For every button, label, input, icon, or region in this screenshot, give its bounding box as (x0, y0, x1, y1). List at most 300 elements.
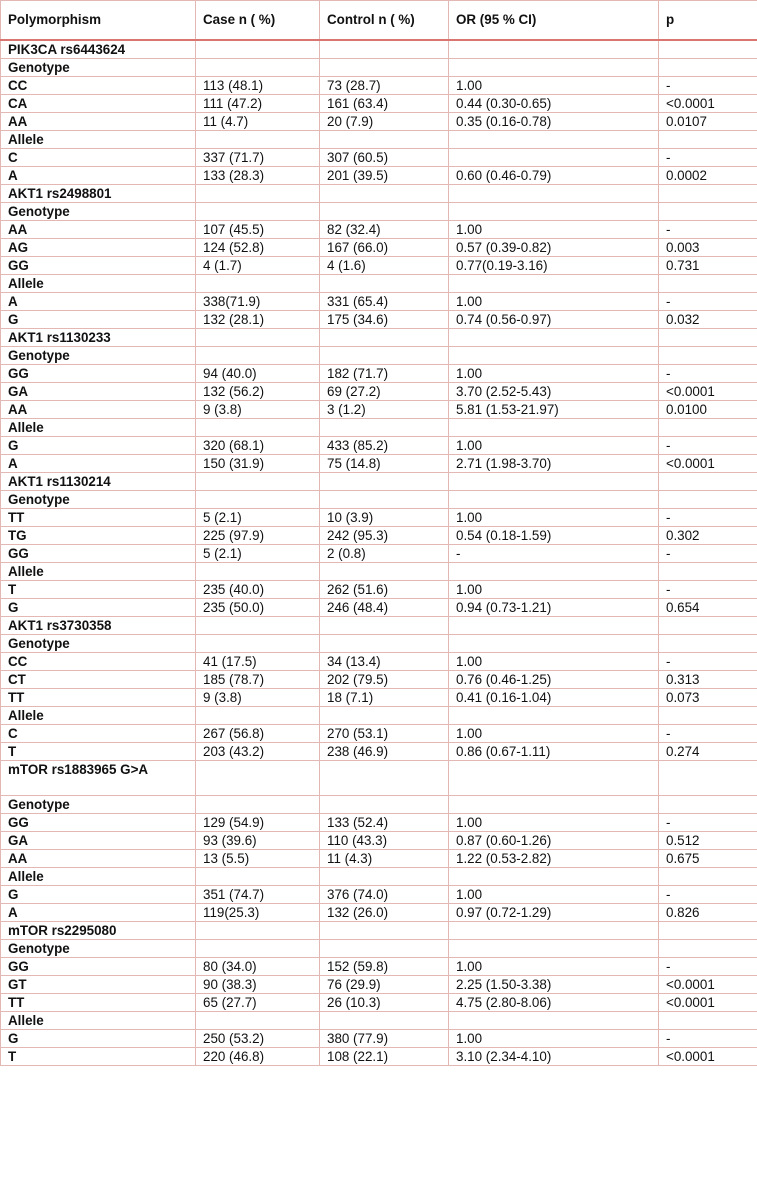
cell-polymorphism: GA (1, 832, 196, 850)
cell-p (659, 796, 757, 814)
cell-p (659, 347, 757, 365)
cell-control: 242 (95.3) (320, 527, 449, 545)
cell-control: 167 (66.0) (320, 239, 449, 257)
cell-polymorphism: A (1, 167, 196, 185)
cell-control (320, 59, 449, 77)
cell-or-ci (449, 185, 659, 203)
table-row (1, 167, 757, 185)
cell-case: 150 (31.9) (196, 455, 320, 473)
section-row (1, 922, 757, 940)
cell-p (659, 419, 757, 437)
cell-or-ci: 2.71 (1.98-3.70) (449, 455, 659, 473)
cell-case (196, 617, 320, 635)
cell-polymorphism: T (1, 743, 196, 761)
cell-control (320, 563, 449, 581)
cell-or-ci (449, 563, 659, 581)
group-row (1, 796, 757, 814)
cell-control: 380 (77.9) (320, 1030, 449, 1048)
group-row (1, 940, 757, 958)
cell-p: - (659, 653, 757, 671)
cell-control: 3 (1.2) (320, 401, 449, 419)
cell-polymorphism: AKT1 rs1130233 (1, 329, 196, 347)
table-row (1, 814, 757, 832)
cell-or-ci: 1.00 (449, 725, 659, 743)
cell-polymorphism: Genotype (1, 59, 196, 77)
cell-p: 0.073 (659, 689, 757, 707)
cell-p: - (659, 958, 757, 976)
cell-or-ci (449, 149, 659, 167)
cell-polymorphism: G (1, 886, 196, 904)
cell-or-ci: 0.77(0.19-3.16) (449, 257, 659, 275)
cell-polymorphism: Genotype (1, 635, 196, 653)
cell-case: 4 (1.7) (196, 257, 320, 275)
cell-or-ci (449, 940, 659, 958)
cell-control: 108 (22.1) (320, 1048, 449, 1066)
cell-p: - (659, 293, 757, 311)
table-row (1, 545, 757, 563)
cell-case: 320 (68.1) (196, 437, 320, 455)
cell-case (196, 185, 320, 203)
cell-case: 185 (78.7) (196, 671, 320, 689)
cell-control (320, 203, 449, 221)
cell-case (196, 275, 320, 293)
table-row (1, 958, 757, 976)
cell-or-ci: - (449, 545, 659, 563)
cell-control: 26 (10.3) (320, 994, 449, 1012)
cell-case: 351 (74.7) (196, 886, 320, 904)
cell-control: 202 (79.5) (320, 671, 449, 689)
group-row (1, 563, 757, 581)
section-row (1, 185, 757, 203)
cell-or-ci: 1.00 (449, 77, 659, 95)
cell-or-ci: 1.00 (449, 958, 659, 976)
table-row (1, 599, 757, 617)
cell-polymorphism: Allele (1, 563, 196, 581)
cell-p (659, 185, 757, 203)
cell-polymorphism: G (1, 311, 196, 329)
cell-case: 113 (48.1) (196, 77, 320, 95)
cell-control (320, 275, 449, 293)
header-p: p (659, 1, 757, 41)
cell-case (196, 473, 320, 491)
cell-control (320, 940, 449, 958)
cell-p (659, 940, 757, 958)
cell-case (196, 707, 320, 725)
group-row (1, 59, 757, 77)
cell-p: 0.313 (659, 671, 757, 689)
cell-or-ci: 1.00 (449, 814, 659, 832)
cell-or-ci (449, 40, 659, 59)
cell-or-ci (449, 419, 659, 437)
group-row (1, 275, 757, 293)
table-row (1, 293, 757, 311)
cell-p: <0.0001 (659, 1048, 757, 1066)
cell-polymorphism: Genotype (1, 940, 196, 958)
cell-control: 433 (85.2) (320, 437, 449, 455)
table-row (1, 95, 757, 113)
cell-case: 111 (47.2) (196, 95, 320, 113)
cell-case: 133 (28.3) (196, 167, 320, 185)
cell-polymorphism: GG (1, 545, 196, 563)
cell-case (196, 868, 320, 886)
cell-polymorphism: Genotype (1, 796, 196, 814)
cell-control: 270 (53.1) (320, 725, 449, 743)
cell-polymorphism: C (1, 149, 196, 167)
cell-case (196, 796, 320, 814)
cell-or-ci: 0.76 (0.46-1.25) (449, 671, 659, 689)
cell-polymorphism: GA (1, 383, 196, 401)
table-row (1, 1048, 757, 1066)
cell-polymorphism: GG (1, 365, 196, 383)
cell-control: 238 (46.9) (320, 743, 449, 761)
table-row (1, 689, 757, 707)
cell-or-ci: 0.86 (0.67-1.11) (449, 743, 659, 761)
cell-p: <0.0001 (659, 994, 757, 1012)
cell-control (320, 329, 449, 347)
section-row (1, 473, 757, 491)
table-row (1, 77, 757, 95)
cell-polymorphism: Genotype (1, 491, 196, 509)
table-row (1, 401, 757, 419)
cell-case: 235 (50.0) (196, 599, 320, 617)
group-row (1, 131, 757, 149)
cell-polymorphism: AA (1, 850, 196, 868)
header-case: Case n ( %) (196, 1, 320, 41)
cell-p: 0.0107 (659, 113, 757, 131)
cell-control (320, 473, 449, 491)
cell-p: 0.032 (659, 311, 757, 329)
table-row (1, 850, 757, 868)
cell-polymorphism: CC (1, 653, 196, 671)
cell-p (659, 868, 757, 886)
cell-p: - (659, 365, 757, 383)
table-row (1, 976, 757, 994)
group-row (1, 203, 757, 221)
cell-control: 76 (29.9) (320, 976, 449, 994)
cell-polymorphism: Allele (1, 131, 196, 149)
table-row (1, 1030, 757, 1048)
cell-or-ci: 1.00 (449, 437, 659, 455)
cell-case (196, 329, 320, 347)
cell-control: 246 (48.4) (320, 599, 449, 617)
cell-p: 0.826 (659, 904, 757, 922)
cell-case (196, 940, 320, 958)
cell-polymorphism: AG (1, 239, 196, 257)
cell-or-ci: 2.25 (1.50-3.38) (449, 976, 659, 994)
cell-polymorphism: GG (1, 257, 196, 275)
cell-case (196, 563, 320, 581)
cell-p: - (659, 581, 757, 599)
cell-or-ci (449, 796, 659, 814)
cell-polymorphism: G (1, 1030, 196, 1048)
table-row (1, 383, 757, 401)
cell-polymorphism: A (1, 904, 196, 922)
cell-control: 10 (3.9) (320, 509, 449, 527)
cell-or-ci (449, 59, 659, 77)
group-row (1, 635, 757, 653)
cell-control: 152 (59.8) (320, 958, 449, 976)
cell-case: 9 (3.8) (196, 689, 320, 707)
cell-p (659, 635, 757, 653)
cell-control (320, 131, 449, 149)
cell-case: 132 (56.2) (196, 383, 320, 401)
cell-or-ci: 0.87 (0.60-1.26) (449, 832, 659, 850)
cell-p: <0.0001 (659, 455, 757, 473)
section-row (1, 617, 757, 635)
cell-p (659, 329, 757, 347)
cell-case: 13 (5.5) (196, 850, 320, 868)
table-row (1, 239, 757, 257)
cell-or-ci (449, 635, 659, 653)
cell-p: <0.0001 (659, 95, 757, 113)
cell-polymorphism: Allele (1, 1012, 196, 1030)
table-row (1, 455, 757, 473)
cell-case: 267 (56.8) (196, 725, 320, 743)
cell-polymorphism: CT (1, 671, 196, 689)
cell-control (320, 1012, 449, 1030)
cell-p: <0.0001 (659, 976, 757, 994)
cell-or-ci (449, 1012, 659, 1030)
cell-case: 11 (4.7) (196, 113, 320, 131)
cell-polymorphism: G (1, 599, 196, 617)
cell-polymorphism: AKT1 rs2498801 (1, 185, 196, 203)
cell-polymorphism: TT (1, 689, 196, 707)
table-row (1, 113, 757, 131)
table-row (1, 832, 757, 850)
cell-polymorphism: GG (1, 814, 196, 832)
cell-polymorphism: CA (1, 95, 196, 113)
group-row (1, 347, 757, 365)
cell-control (320, 707, 449, 725)
cell-p: 0.731 (659, 257, 757, 275)
table-row (1, 365, 757, 383)
cell-or-ci (449, 131, 659, 149)
table-row (1, 509, 757, 527)
cell-or-ci (449, 491, 659, 509)
cell-case: 5 (2.1) (196, 509, 320, 527)
cell-control: 161 (63.4) (320, 95, 449, 113)
cell-control: 262 (51.6) (320, 581, 449, 599)
cell-polymorphism: GG (1, 958, 196, 976)
cell-or-ci: 0.97 (0.72-1.29) (449, 904, 659, 922)
cell-p: 0.0100 (659, 401, 757, 419)
group-row (1, 491, 757, 509)
cell-p: - (659, 725, 757, 743)
group-row (1, 1012, 757, 1030)
cell-case (196, 347, 320, 365)
cell-polymorphism: Allele (1, 275, 196, 293)
cell-control: 20 (7.9) (320, 113, 449, 131)
cell-or-ci: 5.81 (1.53-21.97) (449, 401, 659, 419)
cell-case: 338(71.9) (196, 293, 320, 311)
cell-p (659, 491, 757, 509)
cell-control: 175 (34.6) (320, 311, 449, 329)
section-row (1, 40, 757, 59)
cell-control (320, 796, 449, 814)
cell-p (659, 563, 757, 581)
cell-polymorphism: Genotype (1, 347, 196, 365)
cell-or-ci (449, 922, 659, 940)
table-row (1, 994, 757, 1012)
cell-polymorphism: TG (1, 527, 196, 545)
cell-control (320, 635, 449, 653)
cell-control: 182 (71.7) (320, 365, 449, 383)
cell-p: 0.302 (659, 527, 757, 545)
cell-case (196, 131, 320, 149)
cell-control: 69 (27.2) (320, 383, 449, 401)
section-row (1, 761, 757, 796)
table-body (1, 40, 757, 1066)
cell-polymorphism: C (1, 725, 196, 743)
cell-polymorphism: Allele (1, 419, 196, 437)
cell-p (659, 707, 757, 725)
table-row (1, 904, 757, 922)
cell-or-ci (449, 707, 659, 725)
cell-or-ci: 0.74 (0.56-0.97) (449, 311, 659, 329)
table-row (1, 653, 757, 671)
cell-case: 203 (43.2) (196, 743, 320, 761)
cell-control (320, 40, 449, 59)
cell-polymorphism: T (1, 1048, 196, 1066)
cell-polymorphism: AKT1 rs1130214 (1, 473, 196, 491)
cell-case: 65 (27.7) (196, 994, 320, 1012)
cell-case: 225 (97.9) (196, 527, 320, 545)
cell-polymorphism: Allele (1, 868, 196, 886)
table-row (1, 743, 757, 761)
cell-case (196, 419, 320, 437)
cell-p (659, 40, 757, 59)
cell-p: 0.654 (659, 599, 757, 617)
cell-case: 119(25.3) (196, 904, 320, 922)
cell-p: - (659, 1030, 757, 1048)
cell-control: 11 (4.3) (320, 850, 449, 868)
cell-control: 2 (0.8) (320, 545, 449, 563)
section-row (1, 329, 757, 347)
cell-or-ci (449, 617, 659, 635)
table-row (1, 311, 757, 329)
cell-p (659, 473, 757, 491)
cell-polymorphism: AA (1, 401, 196, 419)
header-control: Control n ( %) (320, 1, 449, 41)
cell-control: 75 (14.8) (320, 455, 449, 473)
cell-case: 132 (28.1) (196, 311, 320, 329)
cell-polymorphism: AKT1 rs3730358 (1, 617, 196, 635)
cell-polymorphism: A (1, 293, 196, 311)
cell-polymorphism: TT (1, 994, 196, 1012)
cell-polymorphism: Allele (1, 707, 196, 725)
cell-case: 90 (38.3) (196, 976, 320, 994)
header-row (1, 1, 757, 41)
cell-p: - (659, 545, 757, 563)
cell-control: 376 (74.0) (320, 886, 449, 904)
cell-polymorphism: G (1, 437, 196, 455)
cell-or-ci: 0.54 (0.18-1.59) (449, 527, 659, 545)
table-row (1, 221, 757, 239)
cell-case (196, 59, 320, 77)
cell-polymorphism: AA (1, 221, 196, 239)
cell-or-ci (449, 329, 659, 347)
cell-or-ci: 1.00 (449, 1030, 659, 1048)
cell-control: 331 (65.4) (320, 293, 449, 311)
cell-or-ci: 1.00 (449, 365, 659, 383)
cell-or-ci: 3.70 (2.52-5.43) (449, 383, 659, 401)
group-row (1, 707, 757, 725)
cell-case: 41 (17.5) (196, 653, 320, 671)
cell-or-ci: 1.00 (449, 293, 659, 311)
cell-or-ci: 1.00 (449, 886, 659, 904)
cell-or-ci: 1.00 (449, 509, 659, 527)
cell-case (196, 635, 320, 653)
cell-p (659, 59, 757, 77)
group-row (1, 868, 757, 886)
cell-control (320, 419, 449, 437)
cell-control (320, 868, 449, 886)
table-row (1, 437, 757, 455)
cell-or-ci (449, 203, 659, 221)
cell-p: - (659, 149, 757, 167)
group-row (1, 419, 757, 437)
cell-p: - (659, 77, 757, 95)
cell-polymorphism: mTOR rs2295080 (1, 922, 196, 940)
cell-control: 133 (52.4) (320, 814, 449, 832)
cell-control: 18 (7.1) (320, 689, 449, 707)
cell-polymorphism: CC (1, 77, 196, 95)
header-or-ci: OR (95 % CI) (449, 1, 659, 41)
cell-control (320, 347, 449, 365)
cell-p: - (659, 886, 757, 904)
cell-p: 0.003 (659, 239, 757, 257)
cell-or-ci: 1.00 (449, 653, 659, 671)
cell-case: 124 (52.8) (196, 239, 320, 257)
cell-p: - (659, 509, 757, 527)
cell-control (320, 185, 449, 203)
cell-p: - (659, 437, 757, 455)
table-row (1, 527, 757, 545)
cell-p (659, 617, 757, 635)
table-row (1, 671, 757, 689)
cell-or-ci (449, 761, 659, 796)
cell-p (659, 131, 757, 149)
cell-or-ci: 4.75 (2.80-8.06) (449, 994, 659, 1012)
cell-polymorphism: mTOR rs1883965 G>A (1, 761, 196, 796)
cell-case: 80 (34.0) (196, 958, 320, 976)
table-row (1, 149, 757, 167)
cell-case: 5 (2.1) (196, 545, 320, 563)
cell-case (196, 1012, 320, 1030)
cell-case (196, 491, 320, 509)
table-header (1, 1, 757, 41)
cell-p: - (659, 814, 757, 832)
cell-or-ci: 3.10 (2.34-4.10) (449, 1048, 659, 1066)
cell-case (196, 203, 320, 221)
cell-case (196, 40, 320, 59)
cell-polymorphism: GT (1, 976, 196, 994)
cell-control: 132 (26.0) (320, 904, 449, 922)
cell-control: 34 (13.4) (320, 653, 449, 671)
table-row (1, 581, 757, 599)
cell-polymorphism: A (1, 455, 196, 473)
cell-case: 9 (3.8) (196, 401, 320, 419)
cell-or-ci: 0.60 (0.46-0.79) (449, 167, 659, 185)
cell-p: 0.0002 (659, 167, 757, 185)
cell-polymorphism: T (1, 581, 196, 599)
cell-p: - (659, 221, 757, 239)
cell-control: 73 (28.7) (320, 77, 449, 95)
cell-p: 0.675 (659, 850, 757, 868)
cell-case: 93 (39.6) (196, 832, 320, 850)
cell-polymorphism: TT (1, 509, 196, 527)
cell-or-ci: 0.41 (0.16-1.04) (449, 689, 659, 707)
